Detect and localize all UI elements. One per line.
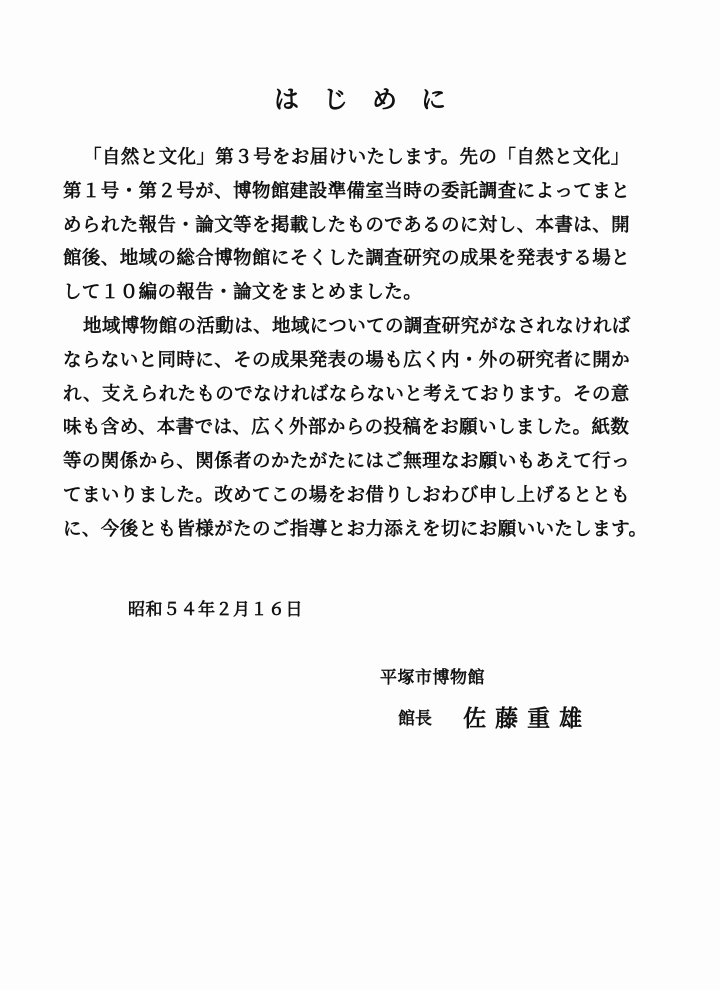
paragraph-line: 等の関係から、関係者のかたがたにはご無理なお願いもあえて行っ	[63, 451, 631, 473]
paragraph-line: ならないと同時に、その成果発表の場も広く内・外の研究者に開か	[63, 349, 631, 371]
signer-name: 佐藤重雄	[463, 706, 592, 732]
paragraph-line: 地域博物館の活動は、地域についての調査研究がなされなければ	[83, 315, 631, 337]
signature-block	[398, 700, 591, 733]
paragraph-line: に、今後とも皆様がたのご指導とお力添えを切にお願いいたします。	[63, 518, 648, 540]
signer-role: 館長	[398, 709, 432, 729]
body-text	[63, 141, 673, 547]
paragraph-line: 館後、地域の総合博物館にそくした調査研究の成果を発表する場と	[63, 248, 631, 270]
paragraph-line: れ、支えられたものでなければならないと考えております。その意	[63, 383, 630, 405]
date: 昭和５４年２月１６日	[128, 600, 303, 620]
paragraph-line: して１０編の報告・論文をまとめました。	[63, 282, 423, 304]
paragraph-line: 第１号・第２号が、博物館建設準備室当時の委託調査によってまと	[63, 180, 631, 202]
paragraph-line: てまいりました。改めてこの場をお借りしおわび申し上げるととも	[63, 484, 631, 506]
paragraph-line: められた報告・論文等を掲載したものであるのに対し、本書は、開	[63, 214, 631, 236]
paragraph-line: 味も含め、本書では、広く外部からの投稿をお願いしました。紙数	[63, 417, 630, 439]
paragraph-line: 「自然と文化」第３号をお届けいたします。先の「自然と文化」	[83, 147, 630, 168]
page-title: はじめに	[273, 85, 470, 114]
organization-name: 平塚市博物館	[380, 668, 485, 688]
